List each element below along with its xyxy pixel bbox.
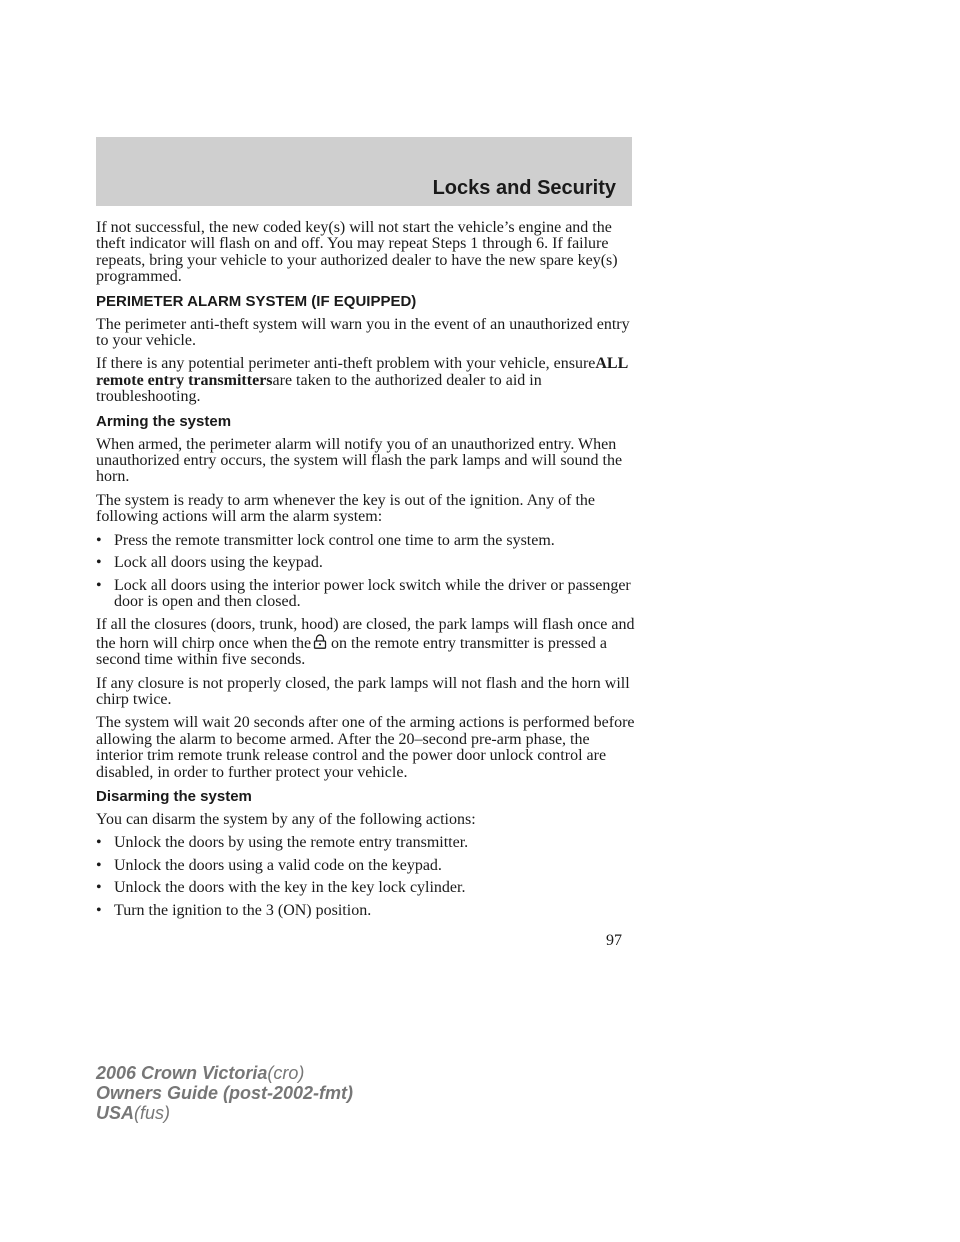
troubleshooting-emphasis: ALL remote entry transmitters xyxy=(96,355,628,389)
footer-line-3 xyxy=(96,1103,353,1123)
list-item: • Lock all doors using the interior power lock switch while the driver or passenger door is open and then closed. xyxy=(96,578,636,611)
list-item: • Unlock the doors by using the remote entry transmitter. xyxy=(96,835,636,851)
page-number: 97 xyxy=(606,932,622,949)
list-item: • Unlock the doors using a valid code on the keypad. xyxy=(96,858,636,874)
page-content xyxy=(96,220,636,926)
arming-actions-list xyxy=(96,533,636,611)
footer-model: 2006 Crown Victoria xyxy=(96,1063,268,1083)
paragraph-key-programming: If not successful, the new coded key(s) will not start the vehicle’s engine and the theft indicator will flash on and off. You may repeat Steps 1 through 6. If failure repeats, bring your vehicle to your authorized dealer to have the new spare key(s) programmed. xyxy=(96,219,618,286)
closures-text-end: on the remote entry transmitter is pressed a second time within five seconds. xyxy=(96,634,607,669)
footer-market-code: (fus) xyxy=(134,1103,171,1123)
paragraph-troubleshooting xyxy=(96,356,636,405)
list-item: • Press the remote transmitter lock control one time to arm the system. xyxy=(96,533,636,549)
list-item: • Turn the ignition to the 3 (ON) position. xyxy=(96,903,636,919)
paragraph-disarming-intro: You can disarm the system by any of the following actions: xyxy=(96,810,476,828)
footer-line-1 xyxy=(96,1063,353,1083)
heading-perimeter-alarm: PERIMETER ALARM SYSTEM (IF EQUIPPED) xyxy=(96,292,417,310)
footer-line-2 xyxy=(96,1083,353,1103)
footer-model-code: (cro) xyxy=(267,1063,305,1083)
footer-guide: Owners Guide (post-2002-fmt) xyxy=(96,1083,354,1103)
footer-market: USA xyxy=(96,1103,135,1123)
troubleshooting-text-end: are taken to the authorized dealer to aid in troubleshooting. xyxy=(96,371,542,406)
list-item: • Lock all doors using the keypad. xyxy=(96,555,636,571)
paragraph-pre-arm: The system will wait 20 seconds after one of the arming actions is performed before allowing the alarm to become armed. After the 20–second pre-arm phase, the interior trim remote trunk release control and the power door unlock control are disabled, in order to further protect your vehicle. xyxy=(96,714,635,781)
section-header-band xyxy=(96,137,632,206)
paragraph-closure-not-closed: If any closure is not properly closed, the park lamps will not flash and the horn will chirp twice. xyxy=(96,674,630,708)
lock-icon xyxy=(313,634,327,649)
list-item: • Unlock the doors with the key in the key lock cylinder. xyxy=(96,880,636,896)
heading-disarming: Disarming the system xyxy=(96,787,252,805)
paragraph-closures-closed xyxy=(96,617,636,668)
document-footer xyxy=(96,1063,353,1123)
paragraph-perimeter-intro: The perimeter anti-theft system will warn you in the event of an unauthorized entry to your vehicle. xyxy=(96,315,630,350)
disarming-actions-list xyxy=(96,835,636,919)
troubleshooting-text-start: If there is any potential perimeter anti-theft problem with your vehicle, ensure xyxy=(96,355,596,373)
heading-arming: Arming the system xyxy=(96,412,232,430)
section-title: Locks and Security xyxy=(432,177,616,199)
paragraph-arming-ready: The system is ready to arm whenever the key is out of the ignition. Any of the following actions will arm the alarm system: xyxy=(96,491,595,526)
paragraph-arming-notify: When armed, the perimeter alarm will notify you of an unauthorized entry. When unauthorized entry occurs, the system will flash the park lamps and will sound the horn. xyxy=(96,435,623,486)
closures-text-start: If all the closures (doors, trunk, hood) are closed, the park lamps will flash once and the horn will chirp once when the xyxy=(96,616,635,652)
